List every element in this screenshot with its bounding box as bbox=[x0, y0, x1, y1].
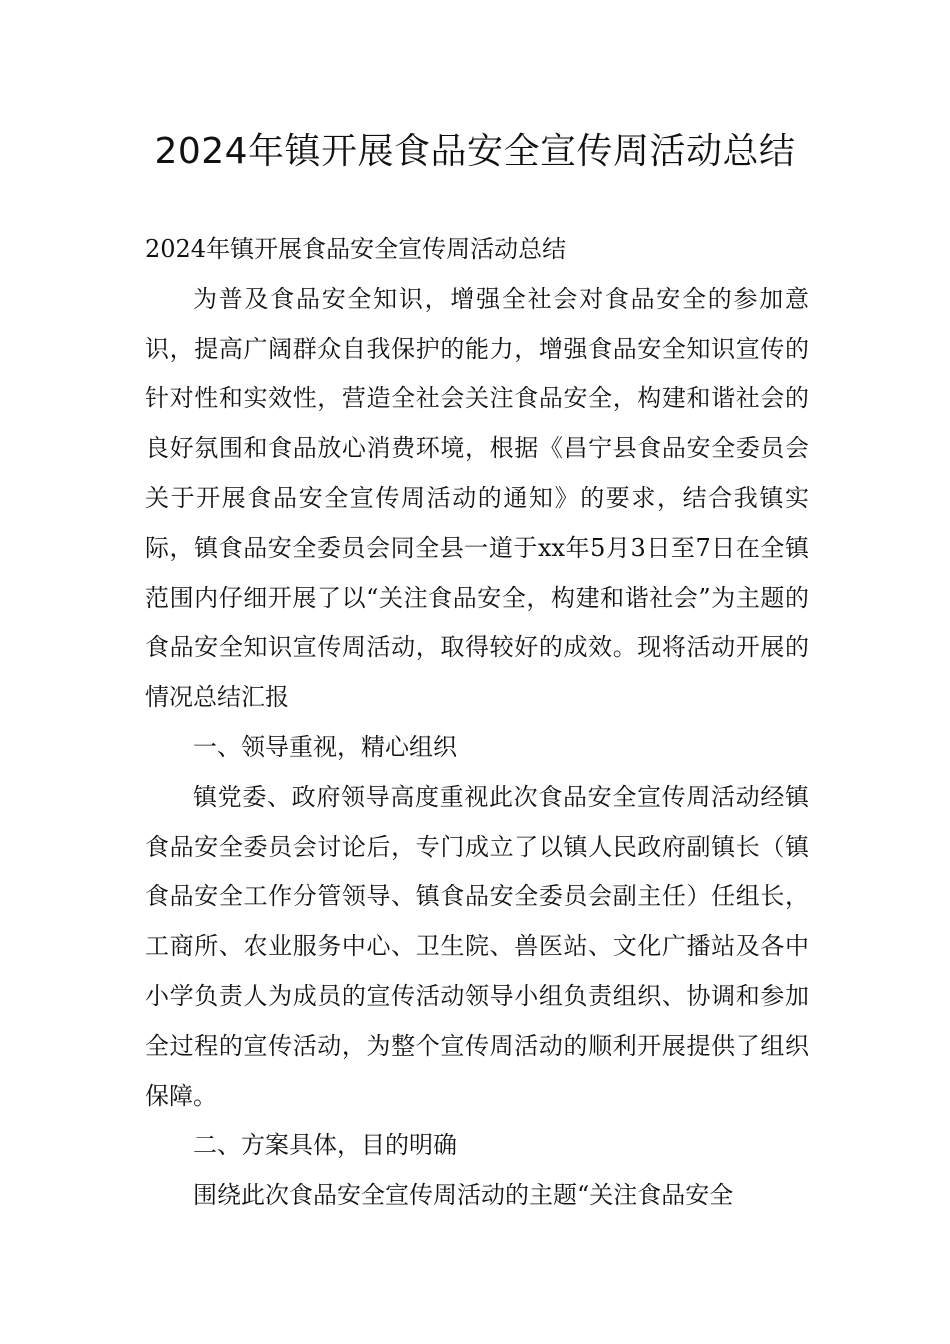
document-body bbox=[145, 225, 809, 1221]
section-heading-2: 二、方案具体，目的明确 bbox=[193, 1131, 457, 1160]
paragraph-section-2: 围绕此次食品安全宣传周活动的主题“关注食品安全 bbox=[193, 1181, 734, 1210]
section-heading-1: 一、领导重视，精心组织 bbox=[193, 732, 457, 761]
paragraph-intro: 为普及食品安全知识，增强全社会对食品安全的参加意识，提高广阔群众自我保护的能力，增强食品安全知识宣传的针对性和实效性，营造全社会关注食品安全，构建和谐社会的良好氛围和食品放心消费环境，根据《昌宁县食品安全委员会关于开展食品安全宣传周活动的通知》的要求，结合我镇实际，镇食品安全委员会同全县一道于xx年5月3日至7日在全镇范围内仔细开展了以“关注食品安全，构建和谐社会”为主题的食品安全知识宣传周活动，取得较好的成效。现将活动开展的情况总结汇报 bbox=[145, 284, 809, 712]
document-title: 2024年镇开展食品安全宣传周活动总结 bbox=[154, 131, 796, 172]
paragraph-section-1: 镇党委、政府领导高度重视此次食品安全宣传周活动经镇食品安全委员会讨论后，专门成立了以镇人民政府副镇长（镇食品安全工作分管领导、镇食品安全委员会副主任）任组长，工商所、农业服务中心、卫生院、兽医站、文化广播站及各中小学负责人为成员的宣传活动领导小组负责组织、协调和参加全过程的宣传活动，为整个宣传周活动的顺利开展提供了组织保障。 bbox=[145, 782, 809, 1110]
paragraph-subtitle: 2024年镇开展食品安全宣传周活动总结 bbox=[145, 235, 567, 263]
